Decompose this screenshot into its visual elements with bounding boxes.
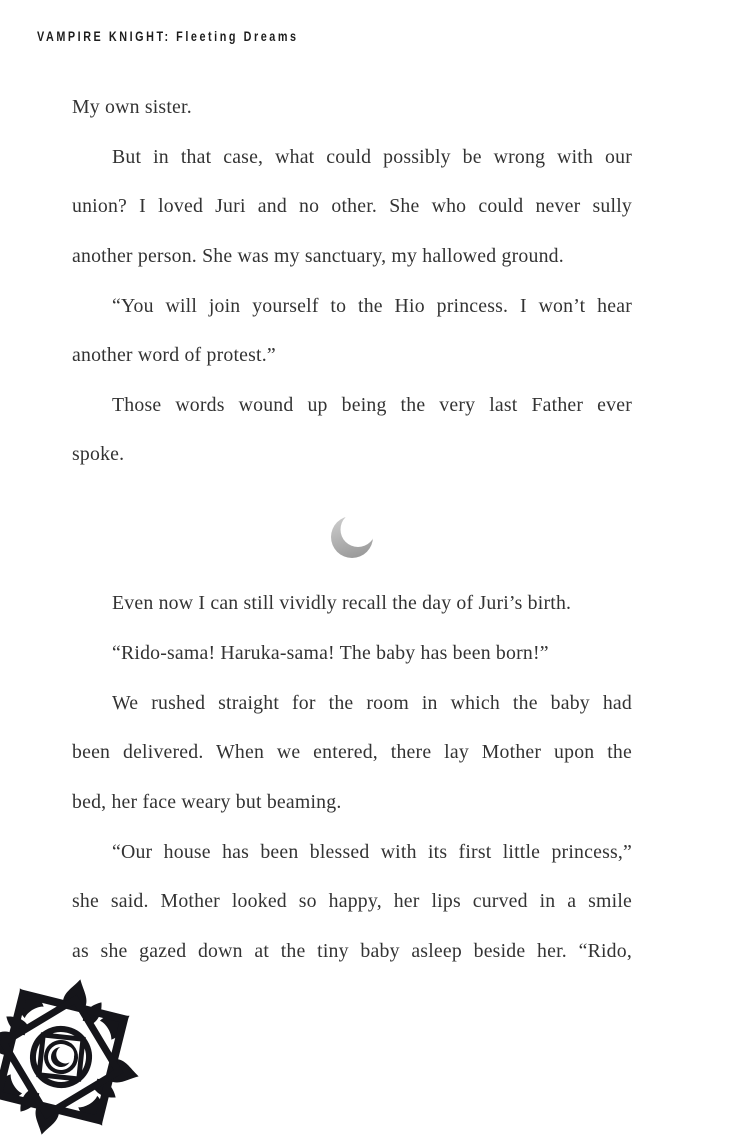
- running-header-title: VAMPIRE KNIGHT: Fleeting Dreams: [37, 29, 299, 44]
- crescent-moon-icon: [329, 513, 375, 559]
- body-line: union? I loved Juri and no other. She who could never sully: [72, 195, 632, 218]
- body-line: been delivered. When we entered, there lay Mother upon the: [72, 741, 632, 764]
- body-line: she said. Mother looked so happy, her lips curved in a smile: [72, 890, 632, 913]
- body-text: [72, 83, 632, 977]
- body-line: as she gazed down at the tiny baby asleep beside her. “Rido,: [72, 939, 632, 962]
- body-line: spoke.: [72, 443, 125, 466]
- body-line: another person. She was my sanctuary, my hallowed ground.: [72, 244, 564, 267]
- body-line: Even now I can still vividly recall the day of Juri’s birth.: [112, 592, 572, 615]
- body-line: “Rido-sama! Haruka-sama! The baby has been born!”: [112, 642, 549, 665]
- body-line: “Our house has been blessed with its first little princess,”: [112, 840, 632, 863]
- text-section-2: [72, 579, 632, 976]
- body-line: But in that case, what could possibly be wrong with our: [112, 145, 632, 168]
- body-line: We rushed straight for the room in which the baby had: [112, 691, 632, 714]
- body-line: My own sister.: [72, 96, 192, 118]
- vampire-knight-rose-emblem-icon: [0, 972, 146, 1142]
- text-section-1: [72, 83, 632, 480]
- body-line: Those words wound up being the very last Father ever: [112, 393, 632, 416]
- scene-break-divider: [72, 480, 632, 579]
- body-line: “You will join yourself to the Hio princess. I won’t hear: [112, 294, 632, 317]
- body-line: bed, her face weary but beaming.: [72, 790, 342, 813]
- body-line: another word of protest.”: [72, 344, 276, 367]
